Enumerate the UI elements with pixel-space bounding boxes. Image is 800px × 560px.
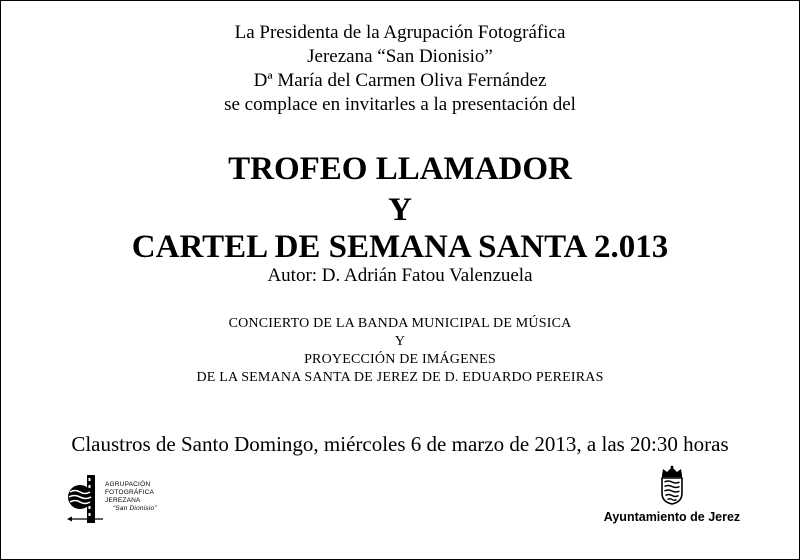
headline-trofeo: TROFEO LLAMADOR bbox=[228, 151, 572, 187]
venue-line: Claustros de Santo Domingo, miércoles 6 de marzo de 2013, a las 20:30 horas bbox=[71, 432, 729, 456]
intro-line-2: Jerezana “San Dionisio” bbox=[307, 46, 493, 67]
agrupacion-logo-text bbox=[105, 481, 157, 513]
program-line-4: DE LA SEMANA SANTA DE JEREZ DE D. EDUARDO PEREIRAS bbox=[196, 370, 604, 385]
headline-conjunction: Y bbox=[388, 192, 412, 228]
logo-text-line: FOTOGRÁFICA bbox=[105, 489, 155, 496]
logo-text-line: JEREZANA bbox=[105, 497, 141, 504]
intro-line-3: Dª María del Carmen Oliva Fernández bbox=[253, 70, 547, 91]
intro-line-1: La Presidenta de la Agrupación Fotográfica bbox=[234, 22, 566, 43]
ayuntamiento-name: Ayuntamiento de Jerez bbox=[603, 510, 741, 524]
city-crest-icon bbox=[658, 465, 686, 505]
ayuntamiento-logo bbox=[597, 463, 747, 533]
film-camera-logo-icon bbox=[67, 475, 103, 523]
author-line: Autor: D. Adrián Fatou Valenzuela bbox=[267, 265, 533, 286]
agrupacion-logo bbox=[67, 475, 167, 525]
headline-cartel: CARTEL DE SEMANA SANTA 2.013 bbox=[131, 229, 669, 265]
intro-line-4: se complace en invitarles a la presentación del bbox=[224, 94, 576, 115]
program-line-3: PROYECCIÓN DE IMÁGENES bbox=[304, 352, 496, 367]
logo-text-line: AGRUPACIÓN bbox=[105, 481, 151, 488]
program-line-2: Y bbox=[394, 334, 406, 349]
logo-text-line: “San Dionisio” bbox=[113, 505, 157, 512]
program-line-1: CONCIERTO DE LA BANDA MUNICIPAL DE MÚSICA bbox=[228, 316, 572, 331]
